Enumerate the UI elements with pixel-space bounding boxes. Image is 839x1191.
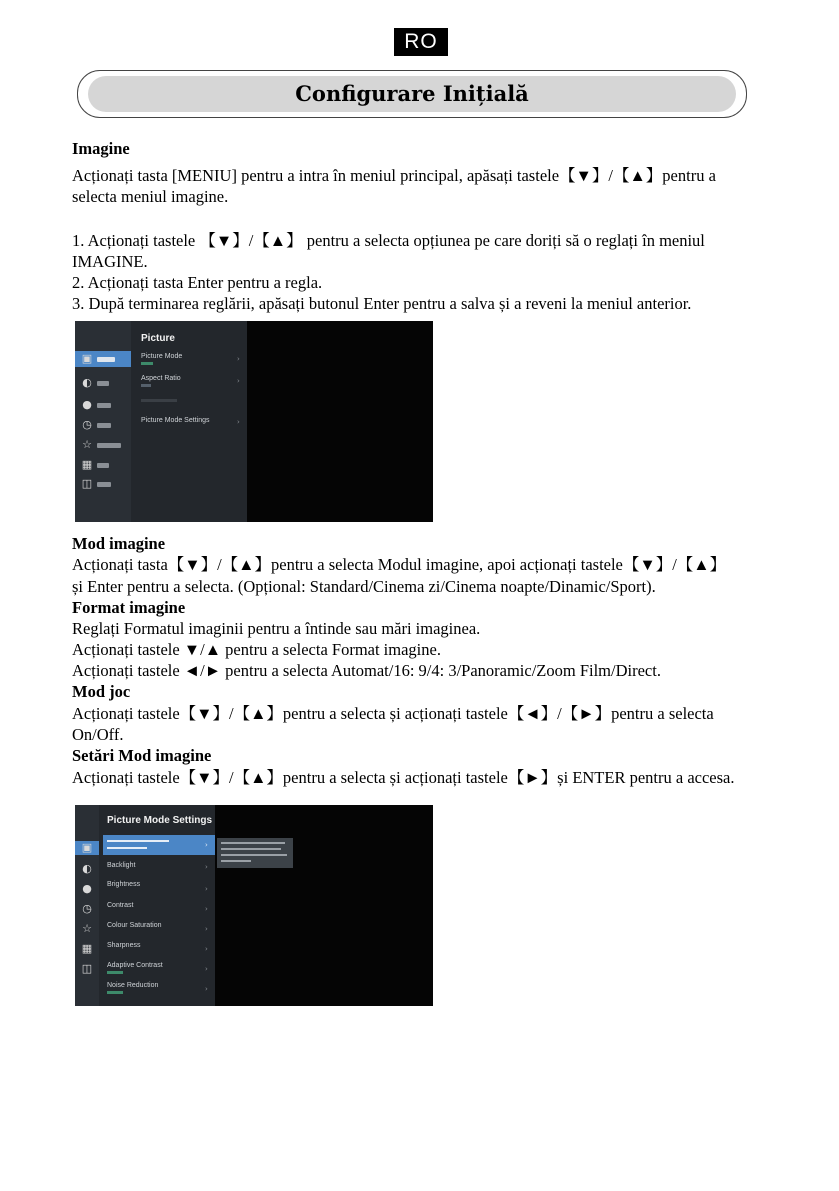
- step3-text: 3. După terminarea reglării, apăsați butonul Enter pentru a salva și a reveni la meniul anterior.: [72, 294, 692, 313]
- panel-title: Picture Mode Settings: [107, 815, 213, 826]
- clock-icon: ◷: [82, 902, 92, 915]
- tooltip-text: [221, 842, 285, 844]
- picture-mode-settings-screenshot: [75, 805, 433, 1006]
- intro-text-line2: selecta meniul imagine.: [72, 187, 229, 206]
- picture-menu-screenshot: [75, 321, 433, 522]
- mod-joc-line1: Acționați tastele【▼】/【▲】pentru a selecta și acționați tastele【◄】/【►】pentru a selecta: [72, 704, 714, 723]
- item-value: [107, 971, 123, 974]
- chevron-right-icon: ›: [237, 355, 240, 363]
- image-icon: ▣: [81, 352, 93, 365]
- chevron-right-icon: ›: [205, 965, 208, 973]
- menu-item-backlight[interactable]: Backlight: [107, 862, 136, 869]
- chevron-right-icon: ›: [205, 841, 208, 849]
- section-heading-setari: Setări Mod imagine: [72, 746, 212, 765]
- setari-line1: Acționați tastele【▼】/【▲】pentru a selecta și acționați tastele【►】și ENTER pentru a accesa.: [72, 768, 735, 787]
- chevron-right-icon: ›: [237, 418, 240, 426]
- menu-item-adaptive-contrast[interactable]: Adaptive Contrast: [107, 962, 163, 969]
- star-icon: ☆: [82, 438, 92, 451]
- mod-imagine-line1: Acționați tasta【▼】/【▲】pentru a selecta Modul imagine, apoi acționați tastele【▼】/【▲】: [72, 555, 727, 574]
- sidebar-label: [97, 423, 111, 428]
- clock-icon: ◷: [82, 418, 92, 431]
- format-line3: Acționați tastele ◄/► pentru a selecta Automat/16: 9/4: 3/Panoramic/Zoom Film/Direct.: [72, 661, 661, 680]
- menu-item-colour-saturation[interactable]: Colour Saturation: [107, 922, 162, 929]
- step2-text: 2. Acționați tasta Enter pentru a regla.: [72, 273, 323, 292]
- item-value: [141, 384, 151, 387]
- menu-sidebar: [75, 805, 99, 1006]
- title-banner: [77, 70, 747, 118]
- sound-icon: ◐: [82, 862, 92, 875]
- chevron-right-icon: ›: [205, 905, 208, 913]
- globe-icon: ●: [82, 398, 92, 411]
- settings-panel: [99, 805, 215, 1006]
- menu-item-sharpness[interactable]: Sharpness: [107, 942, 141, 949]
- section-heading-format: Format imagine: [72, 598, 186, 617]
- menu-item-contrast[interactable]: Contrast: [107, 902, 134, 909]
- section-heading-imagine: Imagine: [72, 139, 130, 158]
- menu-item-picture-mode-settings[interactable]: Picture Mode Settings: [141, 417, 210, 424]
- mod-joc-line2: On/Off.: [72, 725, 124, 744]
- intro-text-line1: Acționați tasta [MENIU] pentru a intra în meniul principal, apăsați tastele【▼】/【▲】pentru a: [72, 166, 716, 185]
- section-heading-mod-joc: Mod joc: [72, 682, 131, 701]
- step1-line2: IMAGINE.: [72, 252, 148, 271]
- tooltip-text: [221, 848, 281, 850]
- selected-item-label: [107, 847, 147, 849]
- chevron-right-icon: ›: [205, 863, 208, 871]
- chevron-right-icon: ›: [205, 885, 208, 893]
- sound-icon: ◐: [82, 376, 92, 389]
- grid-icon: ▦: [81, 458, 93, 471]
- chevron-right-icon: ›: [205, 985, 208, 993]
- chevron-right-icon: ›: [205, 945, 208, 953]
- star-icon: ☆: [82, 922, 92, 935]
- image-icon: ▣: [81, 841, 93, 854]
- section-heading-mod-imagine: Mod imagine: [72, 534, 166, 553]
- tv-icon: ◫: [81, 477, 93, 490]
- chevron-right-icon: ›: [205, 925, 208, 933]
- picture-panel: [131, 321, 247, 522]
- sidebar-label: [97, 357, 115, 362]
- sidebar-label: [97, 381, 109, 386]
- panel-title: Picture: [141, 333, 175, 344]
- globe-icon: ●: [82, 882, 92, 895]
- sidebar-label: [97, 482, 111, 487]
- sidebar-label: [97, 463, 109, 468]
- menu-item-brightness[interactable]: Brightness: [107, 881, 141, 888]
- sidebar-label: [97, 403, 111, 408]
- chevron-right-icon: ›: [237, 377, 240, 385]
- sidebar-label: [97, 443, 121, 448]
- language-badge: RO: [394, 28, 448, 56]
- help-tooltip: [217, 838, 293, 868]
- menu-sidebar: [75, 321, 131, 522]
- tooltip-text: [221, 854, 287, 856]
- step1-line1: 1. Acționați tastele 【▼】/【▲】 pentru a selecta opțiunea pe care doriți să o reglați în meniul: [72, 231, 705, 250]
- selected-item-highlight[interactable]: [103, 835, 215, 855]
- tv-icon: ◫: [81, 962, 93, 975]
- menu-item-disabled: [141, 399, 177, 402]
- menu-item-aspect-ratio[interactable]: Aspect Ratio: [141, 375, 181, 382]
- format-line2: Acționați tastele ▼/▲ pentru a selecta Format imagine.: [72, 640, 441, 659]
- item-value: [141, 362, 153, 365]
- format-line1: Reglați Formatul imaginii pentru a întinde sau mări imaginea.: [72, 619, 481, 638]
- tooltip-text: [221, 860, 251, 862]
- grid-icon: ▦: [81, 942, 93, 955]
- mod-imagine-line2: și Enter pentru a selecta. (Opțional: Standard/Cinema zi/Cinema noapte/Dinamic/Sport).: [72, 577, 656, 596]
- menu-item-picture-mode[interactable]: Picture Mode: [141, 353, 183, 360]
- selected-item-label: [107, 840, 169, 842]
- menu-item-noise-reduction[interactable]: Noise Reduction: [107, 982, 159, 989]
- page-title: Configurare Inițială: [88, 76, 736, 112]
- item-value: [107, 991, 123, 994]
